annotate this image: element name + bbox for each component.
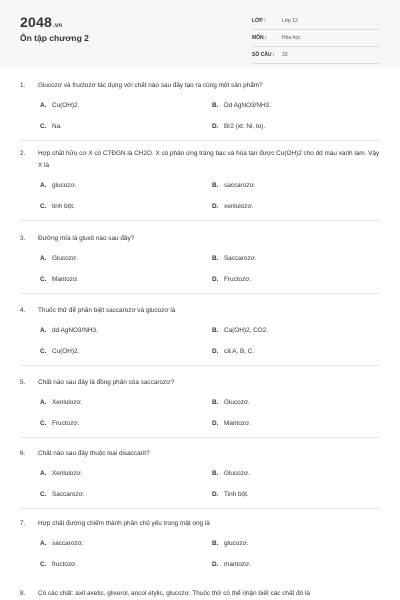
page-header	[0, 0, 400, 68]
question-4	[20, 305, 380, 366]
answer-text: glucozơ.	[52, 182, 77, 189]
answer-letter: B.	[212, 540, 219, 547]
answer-letter: B.	[212, 327, 219, 334]
answer-letter: D.	[212, 561, 219, 568]
answer-option[interactable]	[40, 491, 85, 498]
question-body: Có các chất: axit axetic, glixerol, ancol etylic, glucozơ. Thuốc thử có thể nhận biết các chất đó là	[38, 590, 310, 597]
divider	[20, 365, 380, 366]
question-text	[20, 518, 380, 530]
answer-list	[20, 317, 380, 361]
answer-text: Fructozơ.	[224, 276, 252, 283]
answer-option[interactable]	[40, 102, 79, 109]
question-number: 5.	[20, 379, 26, 386]
question-text	[20, 448, 380, 460]
answer-text: saccarozơ.	[52, 540, 84, 547]
divider	[20, 437, 380, 438]
question-text	[20, 305, 380, 317]
question-number: 6.	[20, 450, 26, 457]
question-2	[20, 148, 380, 221]
answer-text: saccarozơ.	[224, 182, 256, 189]
answer-option[interactable]	[40, 255, 78, 262]
meta-value: Hóa học	[282, 35, 301, 41]
answer-text: Saccarozơ.	[224, 255, 257, 262]
question-text	[20, 148, 380, 172]
logo-suffix: .vn	[52, 23, 63, 29]
answer-letter: A.	[40, 540, 47, 547]
answer-option[interactable]	[40, 420, 79, 427]
answer-option[interactable]	[212, 420, 251, 427]
answer-text: dd AgNO3/NH3.	[52, 327, 98, 334]
answer-list	[20, 530, 380, 574]
answer-option[interactable]	[212, 203, 253, 210]
answer-option[interactable]	[40, 327, 98, 334]
answer-text: Cu(OH)2.	[52, 348, 80, 355]
question-body: Đường mía là gluxit nào sau đây?	[38, 235, 135, 242]
answer-text: Cu(OH)2.	[52, 102, 80, 109]
answer-list	[20, 460, 380, 504]
answer-option[interactable]	[40, 203, 75, 210]
question-text	[20, 377, 380, 389]
answer-letter: A.	[40, 255, 47, 262]
meta-row-class	[252, 13, 380, 30]
question-number: 7.	[20, 520, 26, 527]
answer-text: glucozơ.	[224, 540, 249, 547]
answer-text: cả A, B, C.	[224, 348, 255, 355]
answer-letter: B.	[212, 399, 219, 406]
answer-option[interactable]	[212, 276, 251, 283]
meta-row-subject	[252, 30, 380, 47]
answer-option[interactable]	[212, 348, 254, 355]
question-3	[20, 233, 380, 294]
question-8	[20, 588, 380, 600]
answer-option[interactable]	[212, 327, 268, 334]
answer-letter: C.	[40, 491, 47, 498]
answer-option[interactable]	[40, 123, 62, 130]
answer-text: Dd AgNO3/NH3.	[224, 102, 271, 109]
meta-info	[252, 13, 380, 64]
answer-text: Br2 (xt: Ni, to).	[224, 123, 266, 130]
answer-text: Saccarozơ.	[52, 491, 85, 498]
answer-letter: C.	[40, 203, 47, 210]
answer-option[interactable]	[40, 182, 76, 189]
answer-text: Glucozơ.	[224, 399, 250, 406]
divider	[20, 140, 380, 141]
answer-text: tinh bột.	[52, 203, 75, 210]
answer-letter: A.	[40, 327, 47, 334]
answer-letter: D.	[212, 420, 219, 427]
answer-text: Mantozơ.	[52, 276, 79, 283]
meta-row-count	[252, 47, 380, 64]
answer-letter: C.	[40, 276, 47, 283]
meta-label: LỚP :	[252, 18, 266, 24]
answer-letter: A.	[40, 399, 47, 406]
question-text	[20, 588, 380, 600]
answer-letter: D.	[212, 491, 219, 498]
answer-text: Tinh bột.	[224, 491, 249, 498]
question-number: 4.	[20, 307, 26, 314]
answer-letter: C.	[40, 123, 47, 130]
answer-option[interactable]	[40, 276, 79, 283]
divider	[20, 293, 380, 294]
question-7	[20, 518, 380, 574]
answer-letter: B.	[212, 102, 219, 109]
question-number: 2.	[20, 150, 26, 157]
answer-option[interactable]	[212, 561, 251, 568]
answer-list	[20, 389, 380, 433]
answer-letter: C.	[40, 348, 47, 355]
question-number: 8.	[20, 590, 26, 597]
page-title: Ôn tập chương 2	[20, 33, 89, 43]
answer-list	[20, 245, 380, 289]
answer-option[interactable]	[212, 123, 265, 130]
answer-letter: D.	[212, 276, 219, 283]
answer-letter: B.	[212, 255, 219, 262]
answer-text: Xenlulozơ.	[52, 470, 83, 477]
answer-text: mantozơ.	[224, 561, 251, 568]
divider	[20, 220, 380, 221]
answer-text: Glucozơ.	[52, 255, 78, 262]
question-body: Thuốc thử để phân biệt saccarozơ và glucozơ là	[38, 307, 176, 314]
answer-list	[20, 92, 380, 136]
answer-text: Xenlulozơ.	[52, 399, 83, 406]
answer-text: Fructozơ.	[52, 420, 80, 427]
question-5	[20, 377, 380, 438]
answer-letter: D.	[212, 123, 219, 130]
question-6	[20, 448, 380, 509]
answer-letter: C.	[40, 561, 47, 568]
answer-text: fructozơ.	[52, 561, 78, 568]
answer-option[interactable]	[40, 399, 82, 406]
answer-option[interactable]	[212, 399, 250, 406]
answer-letter: B.	[212, 470, 219, 477]
answer-letter: D.	[212, 203, 219, 210]
question-body: Hợp chất đường chiếm thành phần chủ yếu trong mật ong là	[38, 520, 210, 527]
answer-option[interactable]	[212, 182, 256, 189]
answer-option[interactable]	[212, 540, 248, 547]
question-body: Hợp chất hữu cơ X có CTĐGN là CH2O. X có phản ứng tráng bạc và hòa tan được Cu(OH)2 cho dd màu xanh lam. Vậy X là	[38, 150, 380, 169]
question-body: Chất nào sau đây là đồng phân của saccarozơ?	[38, 379, 175, 386]
question-1	[20, 80, 380, 141]
question-number: 3.	[20, 235, 26, 242]
answer-text: Na.	[52, 123, 62, 130]
meta-label: MÔN :	[252, 35, 267, 41]
question-number: 1.	[20, 82, 26, 89]
answer-text: xenlulozơ.	[224, 203, 254, 210]
answer-letter: A.	[40, 182, 47, 189]
answer-option[interactable]	[40, 348, 79, 355]
meta-value: 33	[282, 52, 288, 58]
answer-option[interactable]	[40, 540, 84, 547]
answer-text: Ca(OH)2, CO2.	[224, 327, 269, 334]
site-logo[interactable]	[20, 14, 62, 30]
logo-text: 2048	[20, 14, 52, 30]
meta-label: SỐ CÂU :	[252, 52, 275, 58]
question-body: Glucozơ và fructozơ tác dụng với chất nào sau đây tạo ra cùng một sản phẩm?	[38, 82, 263, 89]
answer-option[interactable]	[40, 470, 82, 477]
answer-option[interactable]	[212, 470, 250, 477]
answer-letter: B.	[212, 182, 219, 189]
answer-text: Mantozơ.	[224, 420, 251, 427]
divider	[20, 508, 380, 509]
question-body: Chất nào sau đây thuộc loại disaccarit?	[38, 450, 150, 457]
answer-text: Glucozơ.	[224, 470, 250, 477]
answer-option[interactable]	[212, 491, 249, 498]
answer-letter: A.	[40, 102, 47, 109]
answer-option[interactable]	[212, 255, 257, 262]
answer-list	[20, 172, 380, 216]
answer-letter: A.	[40, 470, 47, 477]
meta-value: Lớp 12	[282, 18, 298, 24]
answer-option[interactable]	[212, 102, 271, 109]
answer-letter: C.	[40, 420, 47, 427]
answer-option[interactable]	[40, 561, 77, 568]
question-text	[20, 80, 380, 92]
answer-letter: D.	[212, 348, 219, 355]
question-text	[20, 233, 380, 245]
